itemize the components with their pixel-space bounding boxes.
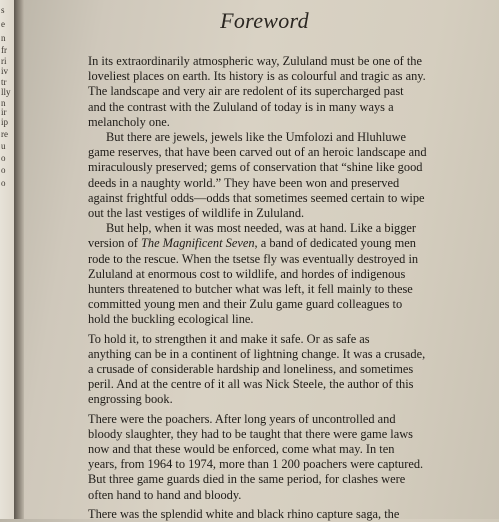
text-line: But help, when it was most needed, was at hand. Like a bigger <box>106 221 417 236</box>
paragraph-4 <box>88 332 494 408</box>
margin-fragment: u <box>1 141 6 151</box>
paragraph-6 <box>88 507 494 522</box>
margin-fragment: o <box>1 178 6 188</box>
text-line: often hand to hand and bloody. <box>88 487 242 502</box>
paragraph-2 <box>88 130 494 221</box>
text-line: committed young men and their Zulu game guard colleagues to <box>88 297 403 312</box>
text-line: rode to the rescue. When the tsetse fly was eventually destroyed in <box>88 251 419 266</box>
paragraph-5 <box>88 412 494 503</box>
margin-fragment: ip <box>1 117 9 127</box>
text-line: game reserves, that have been carved out of an heroic landscape and <box>88 145 427 160</box>
margin-fragment: ri <box>1 56 7 66</box>
text-line: hunters threatened to butcher what was left, it fell mainly to these <box>88 282 413 297</box>
margin-fragment: ir <box>1 107 7 117</box>
paragraph-3 <box>88 221 494 327</box>
text-line: peril. And at the centre of it all was Nick Steele, the author of this <box>88 377 414 392</box>
facing-page-edge <box>0 0 14 519</box>
text-line: now and that these would be enforced, come what may. In ten <box>88 442 395 457</box>
page-title: Foreword <box>220 8 309 33</box>
text-line: against frightful odds—odds that sometimes seemed certain to wipe <box>88 190 425 205</box>
text-line: engrossing book. <box>88 392 173 407</box>
text-line: hold the buckling ecological line. <box>88 312 254 327</box>
margin-fragment: n <box>1 98 6 108</box>
margin-fragment: lly <box>1 87 11 97</box>
text-line: out the last vestiges of wildlife in Zululand. <box>88 206 305 221</box>
text-line: There were the poachers. After long years of uncontrolled and <box>88 411 396 426</box>
text-line: But there are jewels, jewels like the Umfolozi and Hluhluwe <box>106 130 407 145</box>
text-line: bloody slaughter, they had to be taught that there were game laws <box>88 426 413 441</box>
paragraph-1 <box>88 54 494 130</box>
text-line: There was the splendid white and black rhino capture saga, the <box>88 506 400 521</box>
text-line: years, from 1964 to 1974, more than 1 200 poachers were captured. <box>88 457 424 472</box>
text-line: anything can be in a continent of lightning change. It was a crusade, <box>88 346 426 361</box>
text-line: deeds in a naughty world.” They have been won and preserved <box>88 175 400 190</box>
margin-fragment: n <box>1 33 6 43</box>
margin-fragment: iv <box>1 66 9 76</box>
text-line: The landscape and very air are redolent of its supercharged past <box>88 84 404 99</box>
text-line: miraculously preserved; gems of conservation that “shine like good <box>88 160 423 175</box>
text-line: In its extraordinarily atmospheric way, Zululand must be one of the <box>88 54 422 68</box>
text-line: a crusade of considerable hardship and loneliness, and sometimes <box>88 362 414 377</box>
book-gutter <box>14 0 24 519</box>
margin-fragment: tr <box>1 77 7 87</box>
margin-fragment: s <box>1 5 5 15</box>
text-line: , a band of dedicated young men <box>254 236 416 251</box>
text-line: But three game guards died in the same period, for clashes were <box>88 472 406 487</box>
margin-fragment: o <box>1 153 6 163</box>
text-line: loveliest places on earth. Its history is as colourful and tragic as any. <box>88 69 426 84</box>
text-line: and the contrast with the Zululand of today is in many ways a <box>88 99 394 114</box>
text-line: version of <box>88 236 141 251</box>
book-title-reference: The Magnificent Seven <box>141 236 255 251</box>
margin-fragment: o <box>1 165 6 175</box>
margin-fragment: fr <box>1 45 7 55</box>
margin-fragment: re <box>1 129 8 139</box>
margin-fragment: e <box>1 19 5 29</box>
foreword-body <box>88 54 494 522</box>
text-line: To hold it, to strengthen it and make it safe. Or as safe as <box>88 331 370 346</box>
text-line: melancholy one. <box>88 114 170 129</box>
text-line: Zululand at enormous cost to wildlife, and hordes of indigenous <box>88 266 406 281</box>
